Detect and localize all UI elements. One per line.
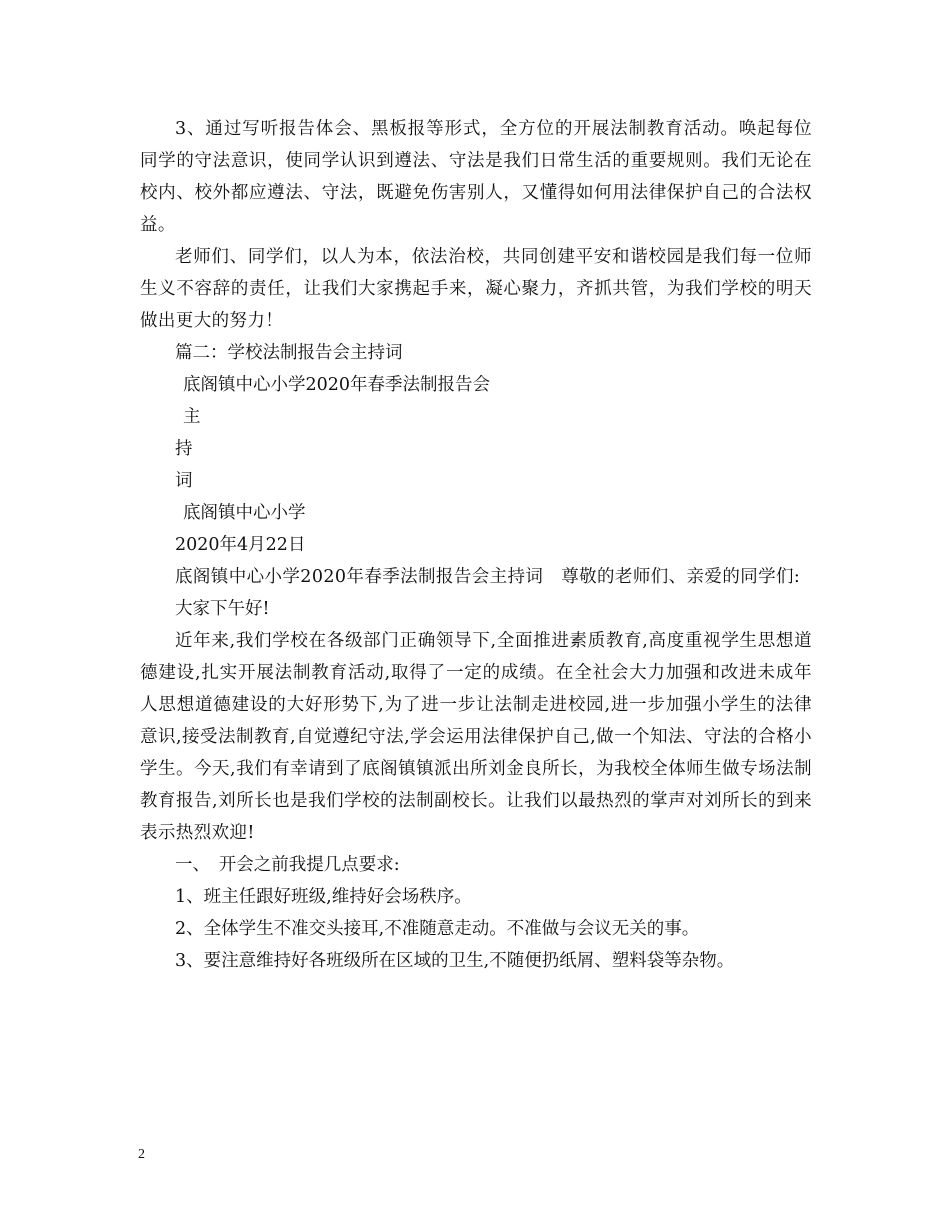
document-body xyxy=(140,113,812,977)
paragraph-closing-call: 老师们、同学们，以人为本，依法治校，共同创建平安和谐校园是我们每一位师生义不容辞的责任，让我们大家携起手来，凝心聚力，齐抓共管，为我们学校的明天做出更大的努力！ xyxy=(140,247,812,331)
requirement-item: 3、要注意维持好各班级所在区域的卫生,不随便扔纸屑、塑料袋等杂物。 xyxy=(175,951,735,971)
paragraph-introduction: 近年来,我们学校在各级部门正确领导下,全面推进素质教育,高度重视学生思想道德建设,扎实开展法制教育活动,取得了一定的成绩。在全社会大力加强和改进未成年人思想道德建设的大好形势下,为了进一步让法制走进校园,进一步加强小学生的法律意识,接受法制教育,自觉遵纪守法,学会运用法律保护自己,做一个知法、守法的合格小学生。今天,我们有幸请到了底阁镇镇派出所刘金良所长，为我校全体师生做专场法制教育报告,刘所长也是我们学校的法制副校长。让我们以最热烈的掌声对刘所长的到来表示热烈欢迎! xyxy=(140,631,812,843)
school-name: 底阁镇中心小学 xyxy=(183,503,306,523)
greeting: 大家下午好! xyxy=(175,599,270,619)
section-title: 篇二：学校法制报告会主持词 xyxy=(175,343,403,363)
document-date: 2020年4月22日 xyxy=(175,535,306,555)
requirement-item: 2、全体学生不准交头接耳,不准随意走动。不准做与会议无关的事。 xyxy=(175,919,700,939)
title-char-zhu: 主 xyxy=(183,407,201,427)
page-number: 2 xyxy=(138,1147,145,1162)
paragraph-salutation: 底阁镇中心小学2020年春季法制报告会主持词 尊敬的老师们、亲爱的同学们: xyxy=(175,567,801,587)
title-char-ci: 词 xyxy=(175,471,193,491)
paragraph-activities: 3、通过写听报告体会、黑板报等形式，全方位的开展法制教育活动。唤起每位同学的守法意识，使同学认识到遵法、守法是我们日常生活的重要规则。我们无论在校内、校外都应遵法、守法，既避免伤害别人，又懂得如何用法律保护自己的合法权益。 xyxy=(140,119,812,235)
requirements-heading: 一、 开会之前我提几点要求: xyxy=(175,855,400,875)
report-heading: 底阁镇中心小学2020年春季法制报告会 xyxy=(183,375,491,395)
title-char-chi: 持 xyxy=(175,439,193,459)
requirement-item: 1、班主任跟好班级,维持好会场秩序。 xyxy=(175,887,472,907)
